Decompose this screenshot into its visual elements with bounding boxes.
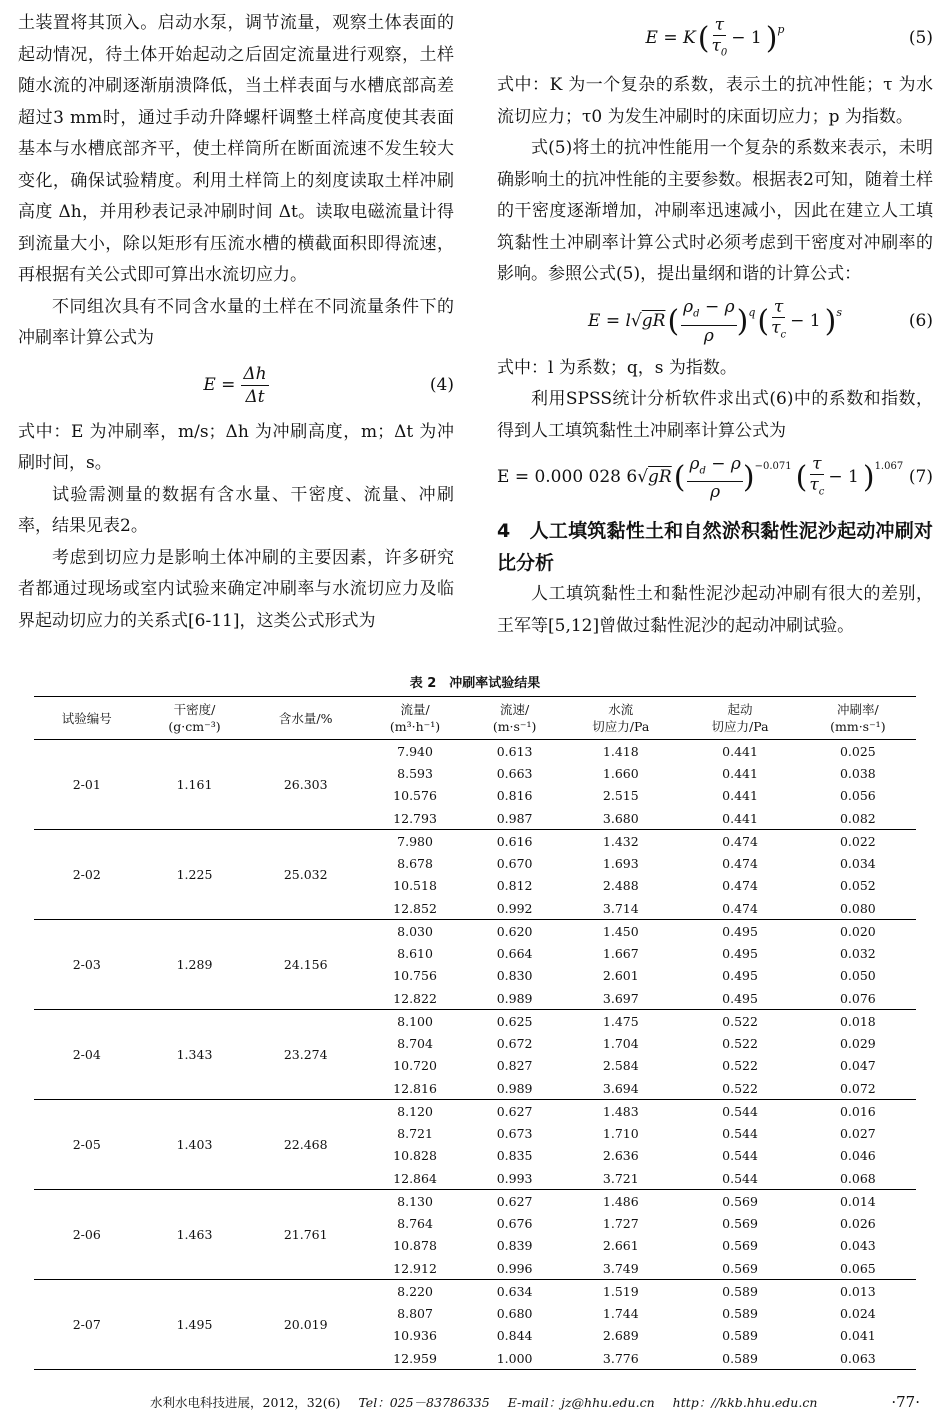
table-cell: 2.601 — [602, 968, 639, 984]
table-cell: 0.441 — [722, 788, 758, 804]
table-cell: 0.068 — [800, 1167, 916, 1190]
table-cell: 1.727 — [602, 1215, 639, 1231]
table-cell: 10.518 — [393, 878, 437, 894]
table-cell: 2-04 — [34, 1010, 140, 1100]
table-cell: 0.020 — [839, 923, 876, 939]
table-cell: 1.667 — [602, 945, 639, 961]
table-cell: 1.463 — [140, 1190, 250, 1280]
table-cell: 0.827 — [496, 1058, 533, 1074]
table-cell: 2-03 — [34, 920, 140, 1010]
table-cell: 2.689 — [602, 1328, 639, 1344]
paragraph: 利用SPSS统计分析软件求出式(6)中的系数和指数，得到人工填筑黏性土冲刷率计算公式为 — [497, 389, 933, 441]
header-cell: 干密度/ (g·cm⁻³) — [140, 697, 250, 740]
table-cell: 0.987 — [468, 807, 561, 830]
table-cell: 0.816 — [496, 788, 533, 804]
table-cell: 12.912 — [362, 1257, 468, 1280]
table-cell: 0.676 — [496, 1215, 533, 1231]
footer-url: http：//kkb.hhu.edu.cn — [672, 1395, 818, 1410]
table-cell: 25.032 — [249, 830, 362, 920]
table-cell: 10.936 — [393, 1328, 437, 1344]
table-cell: 7.980 — [397, 833, 433, 849]
table-cell: 12.793 — [362, 807, 468, 830]
table-cell: 8.764 — [397, 1215, 433, 1231]
table-cell: 0.569 — [722, 1238, 758, 1254]
table-cell: 0.989 — [468, 1077, 561, 1100]
table-cell: 10.720 — [393, 1058, 437, 1074]
table-cell: 2.488 — [602, 878, 639, 894]
table-cell: 2.661 — [602, 1238, 639, 1254]
table-cell: 8.100 — [397, 1013, 433, 1029]
table-cell: 8.030 — [397, 923, 433, 939]
table-cell: 0.047 — [839, 1058, 876, 1074]
table-cell: 0.034 — [839, 855, 876, 871]
table-cell: 0.441 — [722, 765, 758, 781]
table-cell: 0.989 — [468, 987, 561, 1010]
table-cell: 0.835 — [496, 1148, 533, 1164]
table-cell: 0.993 — [468, 1167, 561, 1190]
table-cell: 0.014 — [839, 1193, 876, 1209]
table-cell: 0.080 — [800, 897, 916, 920]
table-row — [34, 1010, 916, 1033]
table-cell: 0.027 — [839, 1125, 876, 1141]
header-cell: 水流 切应力/Pa — [561, 697, 680, 740]
table-cell: 0.544 — [722, 1125, 758, 1141]
table-cell: 0.672 — [496, 1035, 533, 1051]
table-cell: 21.761 — [249, 1190, 362, 1280]
eq4-lhs: E = — [203, 374, 236, 395]
table-cell: 3.721 — [561, 1167, 680, 1190]
table-caption: 表 2 冲刷率试验结果 — [409, 676, 541, 691]
table-cell: 22.468 — [249, 1100, 362, 1190]
table-cell: 8.220 — [397, 1283, 433, 1299]
table-row — [34, 1190, 916, 1213]
paragraph: 式中：l 为系数；q，s 为指数。 — [497, 357, 737, 378]
equation-5: E = K ( τ $\tau_0$ − 1 ) $^p$ (5) — [645, 14, 933, 59]
table-row — [34, 1100, 916, 1123]
eq5-label: (5) — [908, 28, 933, 49]
paragraph: 考虑到切应力是影响土体冲刷的主要因素，许多研究者都通过现场或室内试验来确定冲刷率与水流切应力及临界起动切应力的关系式[6-11]，这类公式形式为 — [18, 547, 454, 631]
table-cell: 8.120 — [397, 1103, 433, 1119]
table-cell: 1.161 — [140, 740, 250, 830]
paragraph: 试验需测量的数据有含水量、干密度、流量、冲刷率，结果见表2。 — [18, 484, 454, 536]
table-cell: 2-06 — [34, 1190, 140, 1280]
table-cell: 0.544 — [722, 1148, 758, 1164]
table-cell: 3.714 — [561, 897, 680, 920]
table-cell: 1.432 — [602, 833, 639, 849]
table-cell: 0.052 — [839, 878, 876, 894]
table-cell: 0.441 — [722, 743, 758, 759]
table-cell: 1.704 — [602, 1035, 639, 1051]
table-cell: 0.495 — [722, 923, 758, 939]
eq6-label: (6) — [908, 310, 933, 331]
table-cell: 0.634 — [496, 1283, 533, 1299]
table-cell: 0.613 — [496, 743, 533, 759]
table-cell: 8.610 — [397, 945, 433, 961]
table-cell: 0.082 — [800, 807, 916, 830]
table-cell: 0.025 — [839, 743, 876, 759]
table-cell: 0.996 — [468, 1257, 561, 1280]
equation-7: E = 0.000 028 6 √gR ( $\rho_d - \rho$ ρ ) $^{-0.071}$ ( τ $\tau_c$ − 1 ) $^{1.067}$ (7) — [497, 447, 933, 509]
eq7-exponent-2: 1.067 — [874, 461, 904, 472]
table-cell: 0.026 — [839, 1215, 876, 1231]
table-cell: 0.522 — [680, 1077, 799, 1100]
table-cell: 0.569 — [722, 1215, 758, 1231]
table-cell: 1.744 — [602, 1305, 639, 1321]
table-cell: 8.593 — [397, 765, 433, 781]
table-cell: 8.721 — [397, 1125, 433, 1141]
footer-email: E-mail：jz@hhu.edu.cn — [507, 1395, 655, 1410]
header-cell: 起动 切应力/Pa — [680, 697, 799, 740]
eq7-exponent-1: −0.071 — [754, 461, 792, 472]
table-cell: 1.693 — [602, 855, 639, 871]
table-cell: 24.156 — [249, 920, 362, 1010]
table-cell: 0.812 — [496, 878, 533, 894]
table-cell: 0.043 — [839, 1238, 876, 1254]
page-footer — [150, 1393, 920, 1411]
table-cell: 1.710 — [602, 1125, 639, 1141]
table-cell: 0.589 — [722, 1283, 758, 1299]
table-cell: 0.522 — [722, 1013, 758, 1029]
table-cell: 2-07 — [34, 1280, 140, 1370]
table-cell: 0.522 — [722, 1058, 758, 1074]
table-cell: 2.584 — [602, 1058, 639, 1074]
table-cell: 0.844 — [496, 1328, 533, 1344]
table-cell: 12.822 — [362, 987, 468, 1010]
equation-6: E = l√gR ( $\rho_d - \rho$ ρ ) $^q$ ( τ $\tau_c$ − 1 ) $^s$ (6) — [588, 297, 933, 346]
table-cell: 0.050 — [839, 968, 876, 984]
table-cell: 0.474 — [722, 833, 758, 849]
table-cell: 0.041 — [839, 1328, 876, 1344]
page-number: ·77· — [891, 1393, 920, 1411]
table-cell: 0.013 — [839, 1283, 876, 1299]
table-row — [34, 920, 916, 943]
table-cell: 0.589 — [680, 1347, 799, 1370]
table-cell: 2.636 — [602, 1148, 639, 1164]
eq7-coefficient: E = 0.000 028 6 — [497, 467, 638, 488]
table-cell: 1.418 — [602, 743, 639, 759]
paragraph: 式中：K 为一个复杂的系数，表示土的抗冲性能；τ 为水流切应力；τ0 为发生冲刷时的床面切应力；p 为指数。 — [497, 75, 933, 127]
table-cell: 0.022 — [839, 833, 876, 849]
table-cell: 3.776 — [561, 1347, 680, 1370]
table-cell: 2-01 — [34, 740, 140, 830]
table-cell: 3.697 — [561, 987, 680, 1010]
table-cell: 1.475 — [602, 1013, 639, 1029]
table-cell: 0.569 — [722, 1193, 758, 1209]
paragraph: 式中：E 为冲刷率，m/s；Δh 为冲刷高度，m；Δt 为冲刷时间，s。 — [18, 421, 454, 473]
table-cell: 10.878 — [393, 1238, 437, 1254]
table-cell: 1.343 — [140, 1010, 250, 1100]
table-cell: 8.807 — [397, 1305, 433, 1321]
table-cell: 0.670 — [496, 855, 533, 871]
table-cell: 0.625 — [496, 1013, 533, 1029]
results-table-block — [34, 672, 916, 1370]
table-header-row — [34, 697, 916, 740]
table-cell: 12.864 — [362, 1167, 468, 1190]
table-cell: 0.544 — [722, 1103, 758, 1119]
header-cell: 流量/ (m³·h⁻¹) — [362, 697, 468, 740]
eq4-numerator: Δh — [243, 364, 267, 384]
table-cell: 1.403 — [140, 1100, 250, 1190]
table-cell: 0.072 — [800, 1077, 916, 1100]
table-cell: 0.992 — [468, 897, 561, 920]
table-cell: 7.940 — [397, 743, 433, 759]
paragraph: 人工填筑黏性土和黏性泥沙起动冲刷有很大的差别，王军等[5,12]曾做过黏性泥沙的起动冲刷试验。 — [497, 584, 933, 636]
table-cell: 1.450 — [602, 923, 639, 939]
table-cell: 8.678 — [397, 855, 433, 871]
table-cell: 0.664 — [496, 945, 533, 961]
table-cell: 8.130 — [397, 1193, 433, 1209]
table-cell: 0.495 — [680, 987, 799, 1010]
header-cell: 流速/ (m·s⁻¹) — [468, 697, 561, 740]
table-cell: 0.063 — [800, 1347, 916, 1370]
table-cell: 0.065 — [800, 1257, 916, 1280]
table-row — [34, 740, 916, 763]
table-row — [34, 830, 916, 853]
table-cell: 10.828 — [393, 1148, 437, 1164]
table-cell: 1.486 — [602, 1193, 639, 1209]
table-cell: 0.627 — [496, 1193, 533, 1209]
table-cell: 0.589 — [722, 1328, 758, 1344]
table-cell: 1.225 — [140, 830, 250, 920]
table-cell: 0.589 — [722, 1305, 758, 1321]
table-cell: 0.056 — [839, 788, 876, 804]
table-cell: 0.495 — [722, 945, 758, 961]
table-cell: 3.694 — [561, 1077, 680, 1100]
table-cell: 1.495 — [140, 1280, 250, 1370]
table-cell: 3.680 — [561, 807, 680, 830]
table-cell: 10.576 — [393, 788, 437, 804]
table-cell: 0.032 — [839, 945, 876, 961]
table-cell: 0.627 — [496, 1103, 533, 1119]
eq4-label: (4) — [429, 374, 454, 395]
results-table — [34, 696, 916, 1370]
table-cell: 3.749 — [561, 1257, 680, 1280]
table-cell: 1.289 — [140, 920, 250, 1010]
paragraph: 不同组次具有不同含水量的土样在不同流量条件下的冲刷率计算公式为 — [18, 296, 454, 348]
header-cell: 冲刷率/ (mm·s⁻¹) — [800, 697, 916, 740]
equation-4 — [18, 355, 454, 417]
header-cell: 试验编号 — [34, 697, 140, 740]
table-cell: 12.852 — [362, 897, 468, 920]
footer-tel: Tel：025－83786335 — [358, 1395, 490, 1410]
eq4-denominator: Δt — [245, 387, 265, 407]
table-cell: 0.441 — [680, 807, 799, 830]
left-column — [18, 8, 454, 637]
table-cell: 0.038 — [839, 765, 876, 781]
right-column — [497, 8, 933, 642]
table-cell: 0.029 — [839, 1035, 876, 1051]
table-cell: 0.544 — [680, 1167, 799, 1190]
table-cell: 10.756 — [393, 968, 437, 984]
paragraph: 式(5)将土的抗冲性能用一个复杂的系数来表示，未明确影响土的抗冲性能的主要参数。根据表2可知，随着土样的干密度逐渐增加，冲刷率迅速减小，因此在建立人工填筑黏性土冲刷率计算公式时必须考虑到干密度对冲刷率的影响。参照公式(5)，提出量纲和谐的计算公式： — [497, 138, 933, 284]
paragraph: 土装置将其顶入。启动水泵，调节流量，观察土体表面的起动情况，待土体开始起动之后固定流量进行观察，土样随水流的冲刷逐渐崩溃降低，当土样表面与水槽底部高差超过3 mm时，通过手动升降螺杆调整土样高度使其表面基本与水槽底部齐平，使土样筒所在断面流速不发生较大变化，确保试验精度。利用土样筒上的刻度读取土样冲刷高度 Δh，并用秒表记录冲刷时间 Δt。读取电磁流量计得到流量大小，除以矩形有压流水槽的横截面积即得流速，再根据有关公式即可算出水流切应力。 — [18, 13, 454, 285]
table-cell: 1.519 — [602, 1283, 639, 1299]
table-cell: 0.474 — [722, 855, 758, 871]
footer-journal: 水利水电科技进展，2012，32(6) — [150, 1395, 341, 1410]
table-cell: 12.816 — [362, 1077, 468, 1100]
table-cell: 0.663 — [496, 765, 533, 781]
table-cell: 0.024 — [839, 1305, 876, 1321]
table-cell: 0.016 — [839, 1103, 876, 1119]
table-cell: 1.483 — [602, 1103, 639, 1119]
table-cell: 0.616 — [496, 833, 533, 849]
table-cell: 20.019 — [249, 1280, 362, 1370]
table-cell: 0.495 — [722, 968, 758, 984]
header-cell: 含水量/% — [249, 697, 362, 740]
table-cell: 0.620 — [496, 923, 533, 939]
table-cell: 2-02 — [34, 830, 140, 920]
table-cell: 26.303 — [249, 740, 362, 830]
table-cell: 0.076 — [800, 987, 916, 1010]
table-cell: 0.046 — [839, 1148, 876, 1164]
table-cell: 1.660 — [602, 765, 639, 781]
table-cell: 0.830 — [496, 968, 533, 984]
table-cell: 2-05 — [34, 1100, 140, 1190]
section-heading: 4 人工填筑黏性土和自然淤积黏性泥沙起动冲刷对比分析 — [497, 520, 933, 574]
table-cell: 2.515 — [602, 788, 639, 804]
table-cell: 0.474 — [680, 897, 799, 920]
table-cell: 0.522 — [722, 1035, 758, 1051]
table-cell: 12.959 — [362, 1347, 468, 1370]
table-cell: 8.704 — [397, 1035, 433, 1051]
table-cell: 0.569 — [680, 1257, 799, 1280]
table-cell: 1.000 — [468, 1347, 561, 1370]
table-body — [34, 740, 916, 1370]
table-row — [34, 1280, 916, 1303]
table-cell: 0.474 — [722, 878, 758, 894]
table-cell: 23.274 — [249, 1010, 362, 1100]
eq7-label: (7) — [908, 467, 933, 488]
table-cell: 0.680 — [496, 1305, 533, 1321]
table-cell: 0.018 — [839, 1013, 876, 1029]
table-cell: 0.839 — [496, 1238, 533, 1254]
table-cell: 0.673 — [496, 1125, 533, 1141]
